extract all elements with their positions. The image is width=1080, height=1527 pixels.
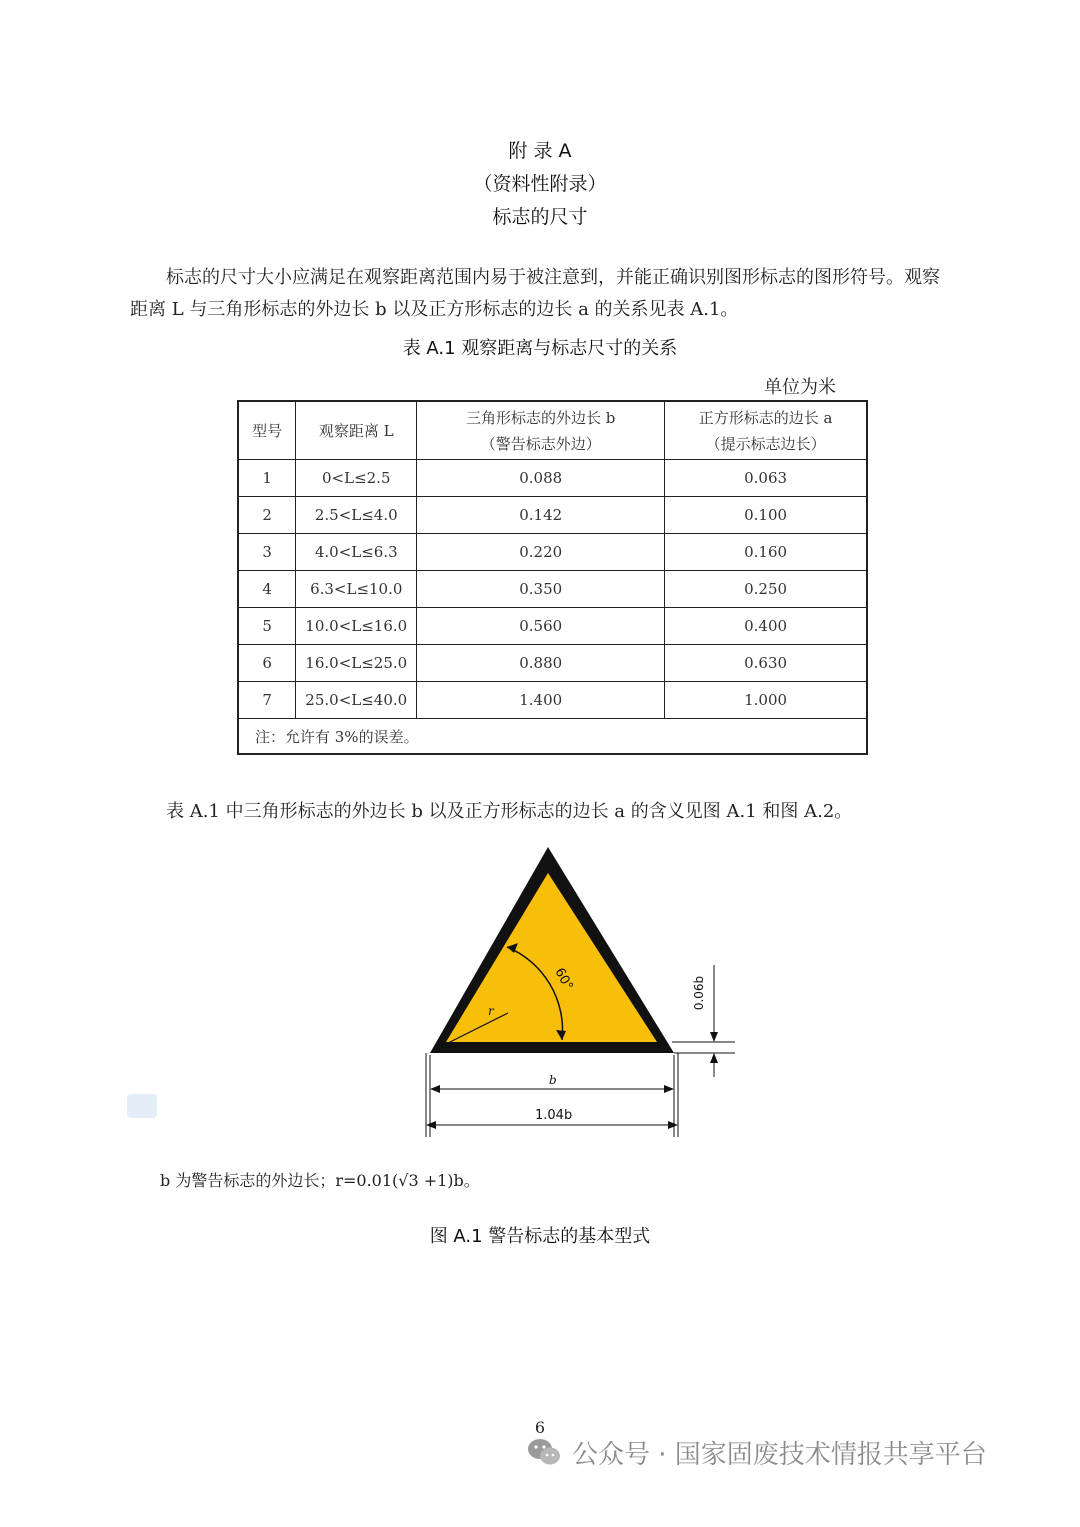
cell-b: 0.560	[417, 608, 665, 645]
triangle-fill	[446, 873, 657, 1042]
cell-distance: 16.0<L≤25.0	[296, 645, 417, 682]
cell-distance: 2.5<L≤4.0	[296, 497, 417, 534]
table-row	[238, 682, 867, 719]
border-label: 0.06b	[692, 975, 706, 1011]
intro-line-2: 距离 L 与三角形标志的外边长 b 以及正方形标志的边长 a 的关系见表 A.1。	[130, 299, 739, 320]
header-square-sub: （提示标志边长）	[705, 434, 826, 453]
cell-b: 0.220	[417, 534, 665, 571]
total-label: 1.04b	[535, 1108, 573, 1123]
faint-mark	[127, 1094, 157, 1118]
cell-b: 0.142	[417, 497, 665, 534]
cell-type: 1	[238, 460, 296, 497]
reference-text: 表 A.1 中三角形标志的外边长 b 以及正方形标志的边长 a 的含义见图 A.1 和图 A.2。	[166, 801, 853, 822]
watermark	[526, 1430, 987, 1474]
table-row	[238, 645, 867, 682]
table-row	[238, 571, 867, 608]
dim-b-arrow-left	[430, 1085, 440, 1093]
cell-distance: 4.0<L≤6.3	[296, 534, 417, 571]
cell-distance: 10.0<L≤16.0	[296, 608, 417, 645]
cell-a: 0.160	[665, 534, 867, 571]
table-note: 注：允许有 3%的误差。	[238, 719, 867, 755]
page-number: 6	[534, 1418, 546, 1437]
header-type: 型号	[238, 401, 296, 460]
header-triangle-sub: （警告标志外边）	[480, 434, 601, 453]
angle-label: 60°	[551, 965, 576, 993]
appendix-subtitle: （资料性附录）	[473, 173, 607, 195]
cell-a: 0.100	[665, 497, 867, 534]
cell-b: 1.400	[417, 682, 665, 719]
cell-distance: 25.0<L≤40.0	[296, 682, 417, 719]
header-square-label: 正方形标志的边长 a	[698, 408, 833, 427]
table-title: 表 A.1 观察距离与标志尺寸的关系	[402, 338, 678, 359]
header-square	[665, 401, 867, 460]
cell-b: 0.350	[417, 571, 665, 608]
cell-a: 0.250	[665, 571, 867, 608]
watermark-text: 公众号 · 国家固废技术情报共享平台	[572, 1439, 987, 1470]
cell-a: 0.400	[665, 608, 867, 645]
figure-caption: b 为警告标志的外边长；r=0.01(√3 +1)b。	[160, 1171, 480, 1190]
cell-a: 0.063	[665, 460, 867, 497]
dim-total-arrow-left	[426, 1121, 436, 1129]
cell-a: 1.000	[665, 682, 867, 719]
table-unit: 单位为米	[764, 377, 836, 398]
cell-a: 0.630	[665, 645, 867, 682]
cell-type: 4	[238, 571, 296, 608]
table-header-row	[238, 401, 867, 460]
cell-type: 7	[238, 682, 296, 719]
side-label: b	[549, 1073, 557, 1087]
header-distance: 观察距离 L	[296, 401, 417, 460]
cell-type: 5	[238, 608, 296, 645]
cell-type: 6	[238, 645, 296, 682]
radius-label: r	[488, 1004, 494, 1018]
wechat-icon	[526, 1437, 562, 1467]
cell-type: 3	[238, 534, 296, 571]
table-row	[238, 534, 867, 571]
appendix-heading: 标志的尺寸	[492, 206, 588, 228]
table-row	[238, 460, 867, 497]
cell-distance: 6.3<L≤10.0	[296, 571, 417, 608]
border-arrow-up	[710, 1053, 718, 1063]
cell-type: 2	[238, 497, 296, 534]
border-arrow-down	[710, 1032, 718, 1042]
figure-title: 图 A.1 警告标志的基本型式	[429, 1226, 651, 1247]
cell-b: 0.088	[417, 460, 665, 497]
dim-total-arrow-right	[668, 1121, 678, 1129]
appendix-title: 附 录 A	[508, 140, 572, 162]
header-triangle-label: 三角形标志的外边长 b	[466, 408, 616, 427]
header-triangle	[417, 401, 665, 460]
cell-distance: 0<L≤2.5	[296, 460, 417, 497]
warning-sign-figure	[410, 835, 750, 1145]
intro-line-1: 标志的尺寸大小应满足在观察距离范围内易于被注意到，并能正确识别图形标志的图形符号。观察	[166, 267, 940, 288]
size-table	[237, 400, 868, 755]
cell-b: 0.880	[417, 645, 665, 682]
table-row	[238, 497, 867, 534]
table-row	[238, 608, 867, 645]
dim-b-arrow-right	[664, 1085, 674, 1093]
